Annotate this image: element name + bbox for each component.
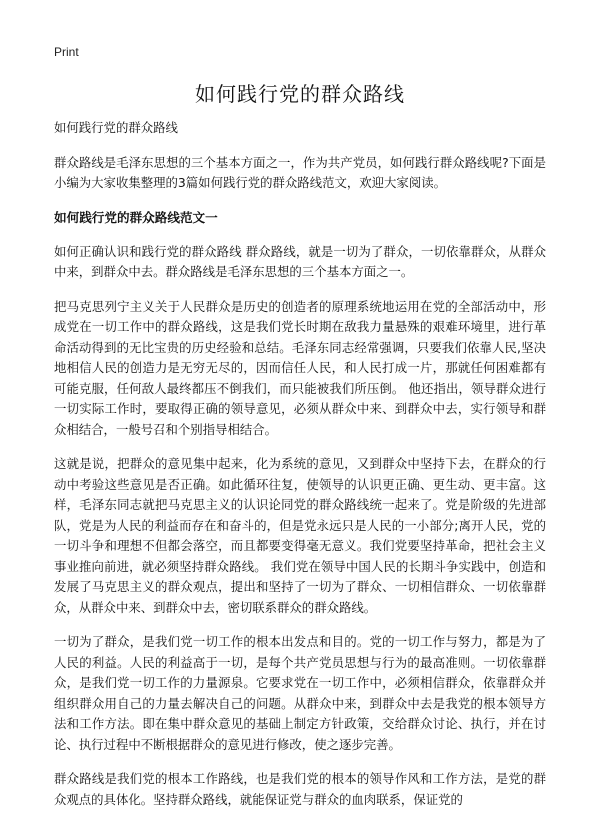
document-title: 如何践行党的群众路线 <box>195 82 405 106</box>
document-body <box>54 118 546 824</box>
body-paragraph: 这就是说，把群众的意见集中起来，化为系统的意见，又到群众中坚持下去，在群众的行动中考验这些意见是否正确。如此循环往复，使领导的认识更正确、更生动、更丰富。这样，毛泽东同志就把马克思主义的认识论同党的群众路线统一起来了。党是阶级的先进部队，党是为人民的利益而存在和奋斗的，但是党永远只是人民的一小部分;离开人民，党的一切斗争和理想不但都会落空，而且都要变得毫无意义。我们党要坚持革命，把社会主义事业推向前进，就必须坚持群众路线。 我们党在领导中国人民的长期斗争实践中，创造和发展了马克思主义的群众观点，提出和坚持了一切为了群众、一切相信群众、一切依靠群众，从群众中来、到群众中去，密切联系群众的群众路线。 <box>54 456 546 615</box>
section-heading: 如何践行党的群众路线范文一 <box>54 209 218 225</box>
print-link[interactable]: Print <box>54 45 79 59</box>
body-paragraph: 如何正确认识和践行党的群众路线 群众路线，就是一切为了群众，一切依靠群众，从群众中来，到群众中去。群众路线是毛泽东思想的三个基本方面之一。 <box>54 243 546 279</box>
body-paragraph: 把马克思列宁主义关于人民群众是历史的创造者的原理系统地运用在党的全部活动中，形成党在一切工作中的群众路线，这是我们党长时期在敌我力量悬殊的艰难环境里，进行革命活动得到的无比宝贵的历史经验和总结。毛泽东同志经常强调，只要我们依靠人民,坚决地相信人民的创造力是无穷无尽的，因而信任人民，和人民打成一片，那就任何困难都有可能克服，任何敌人最终都压不倒我们，而只能被我们所压倒。 他还指出，领导群众进行一切实际工作时，要取得正确的领导意见，必须从群众中来、到群众中去，实行领导和群众相结合，一般号召和个别指导相结合。 <box>54 298 546 437</box>
intro-paragraph: 群众路线是毛泽东思想的三个基本方面之一，作为共产党员，如何践行群众路线呢?下面是小编为大家收集整理的3篇如何践行党的群众路线范文，欢迎大家阅读。 <box>54 154 546 190</box>
body-paragraph: 一切为了群众，是我们党一切工作的根本出发点和目的。党的一切工作与努力，都是为了人民的利益。人民的利益高于一切，是每个共产党员思想与行为的最高准则。一切依靠群众，是我们党一切工作的力量源泉。它要求党在一切工作中，必须相信群众，依靠群众并组织群众用自己的力量去解决自己的问题。从群众中来，到群众中去是我党的根本领导方法和工作方法。即在集中群众意见的基础上制定方针政策，交给群众讨论、执行，并在讨论、执行过程中不断根据群众的意见进行修改，使之逐步完善。 <box>54 634 546 752</box>
body-paragraph: 群众路线是我们党的根本工作路线，也是我们党的根本的领导作风和工作方法，是党的群众观点的具体化。坚持群众路线，就能保证党与群众的血肉联系，保证党的 <box>54 771 546 807</box>
document-subtitle: 如何践行党的群众路线 <box>54 120 178 135</box>
